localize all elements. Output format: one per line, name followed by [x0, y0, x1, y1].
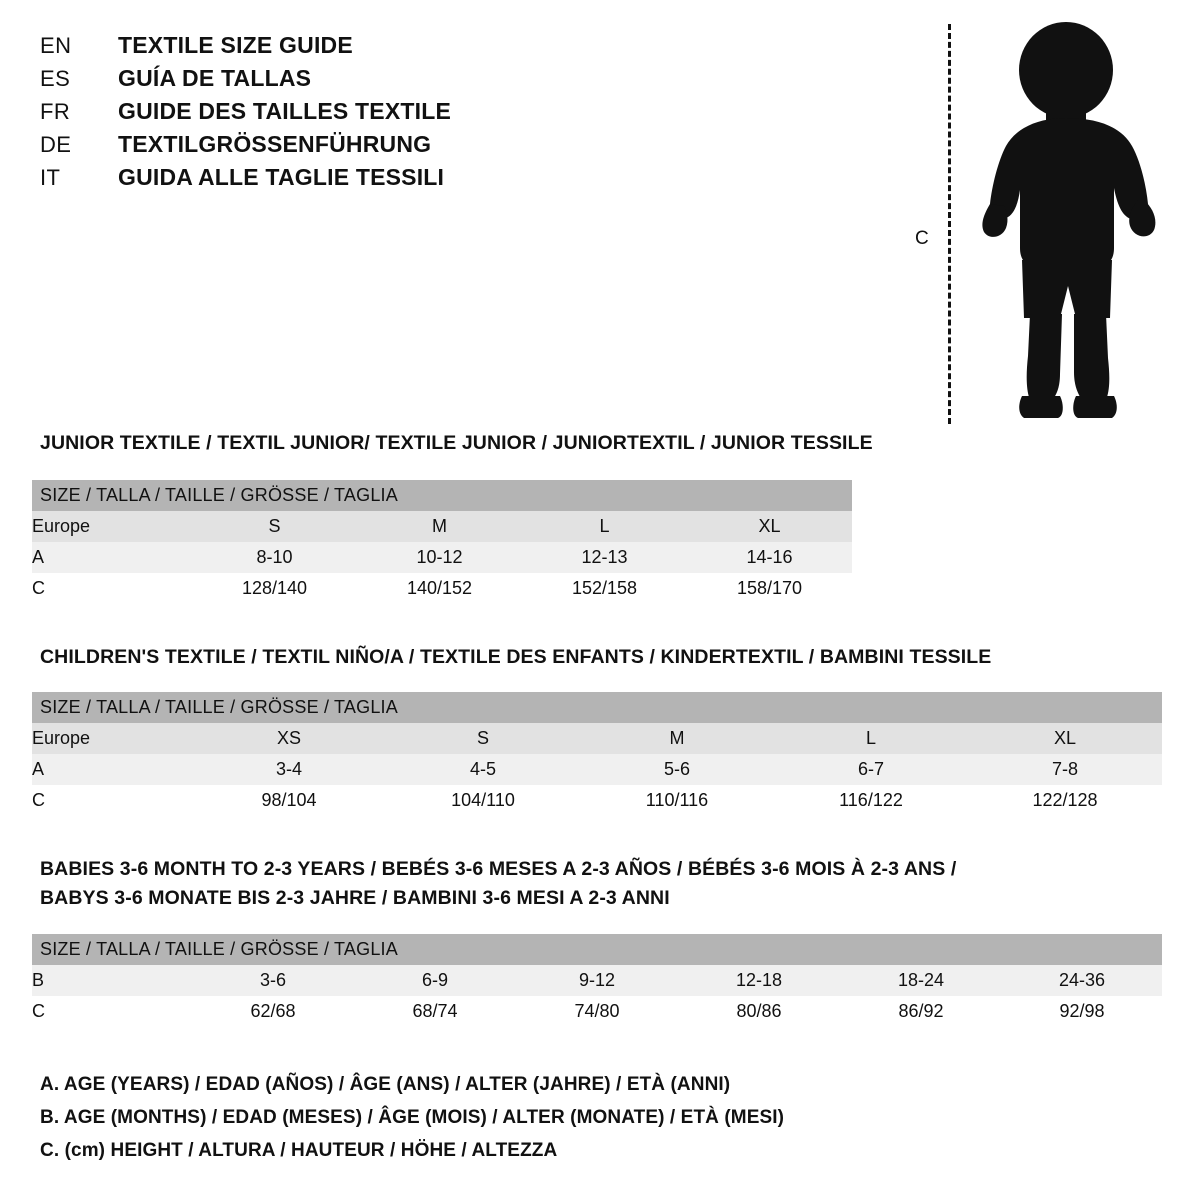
children-row-c-label: C	[32, 785, 192, 816]
babies-row-c-v6: 92/98	[1002, 996, 1162, 1027]
junior-row-c-v4: 158/170	[687, 573, 852, 604]
language-row-fr	[40, 98, 900, 131]
babies-table-header-row	[32, 934, 1162, 965]
junior-row-europe-v1: S	[192, 511, 357, 542]
junior-table-header-row	[32, 480, 852, 511]
babies-size-table	[32, 934, 1162, 1027]
babies-row-c-v4: 80/86	[678, 996, 840, 1027]
children-row-a-v1: 3-4	[192, 754, 386, 785]
children-row-c-v5: 122/128	[968, 785, 1162, 816]
babies-row-b-v5: 18-24	[840, 965, 1002, 996]
children-row-a-v3: 5-6	[580, 754, 774, 785]
table-row	[32, 542, 852, 573]
junior-row-a-v3: 12-13	[522, 542, 687, 573]
junior-row-europe-label: Europe	[32, 511, 192, 542]
language-code-en: EN	[40, 33, 72, 58]
babies-row-c-v5: 86/92	[840, 996, 1002, 1027]
babies-row-b-v6: 24-36	[1002, 965, 1162, 996]
junior-row-c-v3: 152/158	[522, 573, 687, 604]
babies-table-header-text: SIZE / TALLA / TAILLE / GRÖSSE / TAGLIA	[32, 934, 1162, 965]
children-size-table	[32, 692, 1162, 816]
junior-row-europe-v3: L	[522, 511, 687, 542]
legend-block	[40, 1068, 1140, 1167]
children-row-c-v2: 104/110	[386, 785, 580, 816]
children-row-a-v4: 6-7	[774, 754, 968, 785]
children-row-europe-label: Europe	[32, 723, 192, 754]
language-title-en: TEXTILE SIZE GUIDE	[118, 32, 353, 58]
children-table-header-row	[32, 692, 1162, 723]
table-row	[32, 754, 1162, 785]
language-title-de: TEXTILGRÖSSENFÜHRUNG	[118, 131, 432, 157]
language-code-de: DE	[40, 132, 72, 157]
junior-row-europe-v2: M	[357, 511, 522, 542]
babies-row-c-label: C	[32, 996, 192, 1027]
height-measure-label: C	[915, 228, 929, 249]
language-title-it: GUIDA ALLE TAGLIE TESSILI	[118, 164, 445, 190]
section-caption-children: CHILDREN'S TEXTILE / TEXTIL NIÑO/A / TEXTILE DES ENFANTS / KINDERTEXTIL / BAMBINI TESSILE	[40, 646, 992, 668]
measurement-figure	[905, 10, 1175, 430]
babies-row-c-v2: 68/74	[354, 996, 516, 1027]
table-row	[32, 573, 852, 604]
junior-row-a-v4: 14-16	[687, 542, 852, 573]
children-row-a-v2: 4-5	[386, 754, 580, 785]
section-caption-junior: JUNIOR TEXTILE / TEXTIL JUNIOR/ TEXTILE JUNIOR / JUNIORTEXTIL / JUNIOR TESSILE	[40, 432, 873, 454]
children-row-europe-v4: L	[774, 723, 968, 754]
legend-line-c	[40, 1134, 1140, 1167]
table-row	[32, 996, 1162, 1027]
table-row	[32, 965, 1162, 996]
children-row-a-v5: 7-8	[968, 754, 1162, 785]
language-code-it: IT	[40, 165, 61, 190]
junior-row-c-label: C	[32, 573, 192, 604]
language-title-fr: GUIDE DES TAILLES TEXTILE	[118, 98, 451, 124]
legend-line-c-unit: (cm)	[64, 1140, 106, 1161]
junior-row-a-v1: 8-10	[192, 542, 357, 573]
legend-line-b: B. AGE (MONTHS) / EDAD (MESES) / ÂGE (MOIS) / ALTER (MONATE) / ETÀ (MESI)	[40, 1107, 785, 1128]
children-row-c-v1: 98/104	[192, 785, 386, 816]
babies-row-b-v3: 9-12	[516, 965, 678, 996]
section-caption-babies-line1: BABIES 3-6 MONTH TO 2-3 YEARS / BEBÉS 3-6 MESES A 2-3 AÑOS / BÉBÉS 3-6 MOIS À 2-3 ANS /	[40, 858, 957, 880]
section-caption-babies	[40, 855, 1160, 913]
junior-row-a-v2: 10-12	[357, 542, 522, 573]
legend-line-a: A. AGE (YEARS) / EDAD (AÑOS) / ÂGE (ANS) / ALTER (JAHRE) / ETÀ (ANNI)	[40, 1074, 731, 1095]
language-title-block	[40, 32, 900, 197]
language-row-it	[40, 164, 900, 197]
junior-size-table	[32, 480, 852, 604]
children-row-europe-v2: S	[386, 723, 580, 754]
language-code-fr: FR	[40, 99, 71, 124]
legend-line-c-prefix: C.	[40, 1140, 60, 1161]
babies-row-b-label: B	[32, 965, 192, 996]
height-measure-dashed-line	[948, 24, 951, 424]
children-row-europe-v3: M	[580, 723, 774, 754]
babies-row-b-v4: 12-18	[678, 965, 840, 996]
children-row-europe-v1: XS	[192, 723, 386, 754]
language-row-en	[40, 32, 900, 65]
children-table-header-text: SIZE / TALLA / TAILLE / GRÖSSE / TAGLIA	[32, 692, 1162, 723]
babies-row-c-v3: 74/80	[516, 996, 678, 1027]
children-row-c-v3: 110/116	[580, 785, 774, 816]
children-row-a-label: A	[32, 754, 192, 785]
language-row-de	[40, 131, 900, 164]
language-row-es	[40, 65, 900, 98]
children-row-europe-v5: XL	[968, 723, 1162, 754]
table-row	[32, 511, 852, 542]
legend-line-c-rest: HEIGHT / ALTURA / HAUTEUR / HÖHE / ALTEZZA	[110, 1140, 558, 1161]
junior-table-header-text: SIZE / TALLA / TAILLE / GRÖSSE / TAGLIA	[32, 480, 852, 511]
language-title-es: GUÍA DE TALLAS	[118, 65, 312, 91]
babies-row-b-v1: 3-6	[192, 965, 354, 996]
section-caption-babies-line2: BABYS 3-6 MONATE BIS 2-3 JAHRE / BAMBINI 3-6 MESI A 2-3 ANNI	[40, 887, 670, 909]
child-silhouette-icon	[960, 18, 1170, 430]
junior-row-c-v2: 140/152	[357, 573, 522, 604]
babies-row-b-v2: 6-9	[354, 965, 516, 996]
table-row	[32, 785, 1162, 816]
table-row	[32, 723, 1162, 754]
junior-row-europe-v4: XL	[687, 511, 852, 542]
language-code-es: ES	[40, 66, 71, 91]
junior-row-a-label: A	[32, 542, 192, 573]
junior-row-c-v1: 128/140	[192, 573, 357, 604]
babies-row-c-v1: 62/68	[192, 996, 354, 1027]
children-row-c-v4: 116/122	[774, 785, 968, 816]
